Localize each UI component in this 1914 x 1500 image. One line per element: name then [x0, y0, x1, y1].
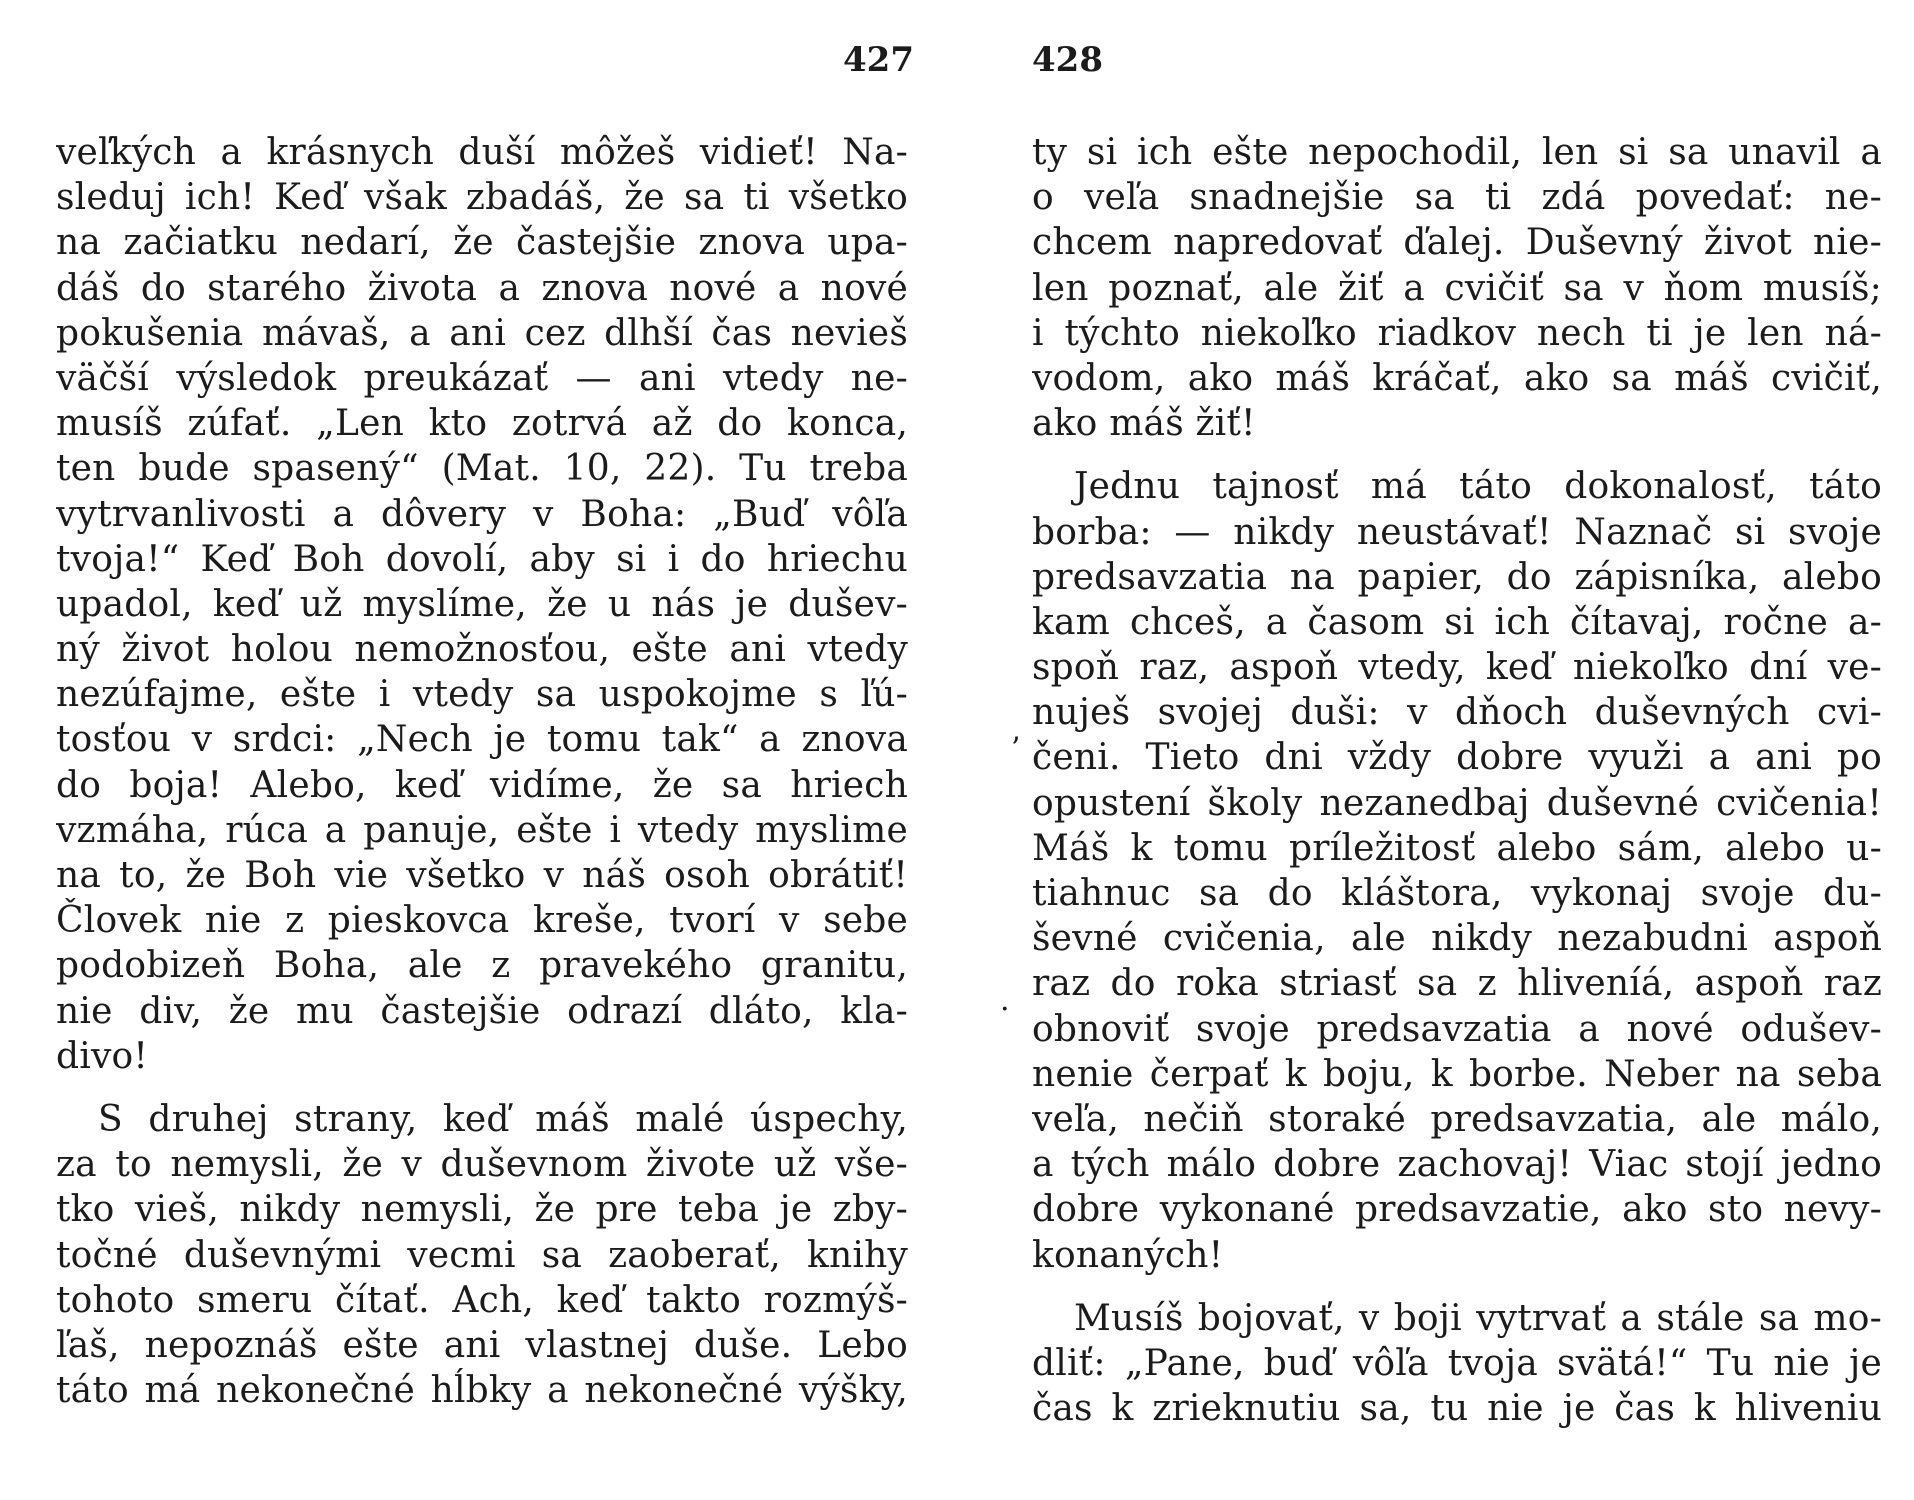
text-line: vytrvanlivosti a dôvery v Boha: „Buď vôľa	[56, 493, 908, 535]
text-line: tko vieš, nikdy nemysli, že pre teba je zby-	[56, 1189, 908, 1231]
text-line: čeni. Tieto dni vždy dobre využi a ani po	[1032, 737, 1882, 779]
text-line: nezúfajme, ešte i vtedy sa uspokojme s ľú-	[56, 674, 908, 716]
text-line: za to nemysli, že v duševnom živote už vše-	[56, 1144, 908, 1186]
text-line: tvoja!“ Keď Boh dovolí, aby si i do hriechu	[56, 538, 908, 580]
text-line: S druhej strany, keď máš malé úspechy,	[98, 1098, 908, 1140]
text-line: obnoviť svoje predsavzatia a nové odušev-	[1032, 1008, 1882, 1050]
left-page	[56, 0, 914, 1500]
text-line: predsavzatia na papier, do zápisníka, alebo	[1032, 556, 1882, 598]
paragraph	[1032, 464, 1882, 1277]
text-line: väčší výsledok preukázať — ani vtedy ne-	[56, 357, 908, 399]
paragraph	[1032, 130, 1882, 446]
text-line: veľkých a krásnych duší môžeš vidieť! Na-	[56, 132, 908, 173]
text-line: nuješ svojej duši: v dňoch duševných cvi-	[1032, 692, 1882, 734]
text-line: ševné cvičenia, ale nikdy nezabudni aspoň	[1032, 918, 1882, 960]
text-line: pokušenia mávaš, a ani cez dlhší čas nevieš	[56, 312, 908, 354]
text-line: upadol, keď už myslíme, že u nás je dušev-	[56, 583, 908, 625]
text-line: do boja! Alebo, keď vidíme, že sa hriech	[56, 764, 908, 806]
text-line: Máš k tomu príležitosť alebo sám, alebo u-	[1032, 827, 1882, 869]
text-line: čas k zrieknutiu sa, tu nie je čas k hliveniu	[1032, 1388, 1882, 1430]
text-line: nenie čerpať k boju, k borbe. Neber na seba	[1032, 1053, 1882, 1095]
paragraph	[56, 1097, 908, 1413]
text-line: vzmáha, rúca a panuje, ešte i vtedy myslime	[56, 809, 908, 851]
text-line: Musíš bojovať, v boji vytrvať a stále sa mo-	[1074, 1297, 1882, 1339]
margin-mark: ·	[1000, 992, 1010, 1027]
text-line: podobizeň Boha, ale z pravekého granitu,	[56, 945, 908, 987]
text-line: konaných!	[1032, 1234, 1224, 1276]
text-line: táto má nekonečné hĺbky a nekonečné výšky,	[56, 1370, 908, 1412]
text-line: opustení školy nezanedbaj duševné cvičenia!	[1032, 782, 1882, 824]
paragraph	[56, 130, 908, 1079]
text-line: borba: — nikdy neustávať! Naznač si svoje	[1032, 511, 1882, 553]
text-line: dáš do starého života a znova nové a nové	[56, 267, 908, 309]
text-line: na začiatku nedarí, že častejšie znova upa-	[56, 222, 908, 264]
text-line: musíš zúfať. „Len kto zotrvá až do konca,	[56, 403, 908, 445]
margin-mark: ʼ	[1010, 732, 1020, 767]
text-line: vodom, ako máš kráčať, ako sa máš cvičiť,	[1032, 357, 1882, 399]
text-line: raz do roka striasť sa z hliveníá, aspoň raz	[1032, 963, 1882, 1005]
text-block	[56, 130, 908, 1413]
text-line: nie div, že mu častejšie odrazí dláto, kla-	[56, 990, 908, 1032]
text-line: ten bude spasený“ (Mat. 10, 22). Tu treba	[56, 448, 908, 490]
text-line: tiahnuc sa do kláštora, vykonaj svoje du-	[1032, 873, 1882, 914]
text-line: veľa, nečiň storaké predsavzatia, ale málo,	[1032, 1098, 1882, 1140]
text-line: točné duševnými vecmi sa zaoberať, knihy	[56, 1234, 908, 1276]
text-line: ty si ich ešte nepochodil, len si sa unavil a	[1032, 132, 1882, 173]
text-line: kam chceš, a časom si ich čítavaj, ročne a-	[1032, 601, 1882, 643]
text-line: ný život holou nemožnosťou, ešte ani vtedy	[56, 629, 908, 671]
text-line: na to, že Boh vie všetko v náš osoh obrátiť!	[56, 855, 908, 896]
text-line: ľaš, nepoznáš ešte ani vlastnej duše. Lebo	[56, 1324, 908, 1366]
right-page	[1032, 0, 1882, 1500]
text-line: i týchto niekoľko riadkov nech ti je len ná-	[1032, 312, 1882, 354]
text-line: Jednu tajnosť má táto dokonalosť, táto	[1074, 466, 1882, 508]
text-line: ako máš žiť!	[1032, 403, 1256, 445]
text-line: sleduj ich! Keď však zbadáš, že sa ti všetko	[56, 177, 908, 219]
text-line: len poznať, ale žiť a cvičiť sa v ňom musíš;	[1032, 267, 1882, 309]
text-line: tohoto smeru čítať. Ach, keď takto rozmýš-	[56, 1279, 908, 1321]
text-line: o veľa snadnejšie sa ti zdá povedať: ne-	[1032, 177, 1882, 219]
page-number: 428	[1032, 40, 1103, 80]
text-line: chcem napredovať ďalej. Duševný život nie-	[1032, 222, 1882, 264]
paragraph	[1032, 1296, 1882, 1432]
text-line: dliť: „Pane, buď vôľa tvoja svätá!“ Tu nie je	[1032, 1342, 1882, 1384]
text-line: a tých málo dobre zachovaj! Viac stojí jedno	[1032, 1144, 1882, 1186]
text-block	[1032, 130, 1882, 1431]
text-line: divo!	[56, 1035, 149, 1077]
page-number: 427	[843, 40, 914, 80]
text-line: Človek nie z pieskovca kreše, tvorí v sebe	[56, 900, 908, 942]
text-line: dobre vykonané predsavzatie, ako sto nevy-	[1032, 1189, 1882, 1231]
text-line: spoň raz, aspoň vtedy, keď niekoľko dní ve-	[1032, 647, 1882, 689]
text-line: tosťou v srdci: „Nech je tomu tak“ a znova	[56, 719, 908, 761]
